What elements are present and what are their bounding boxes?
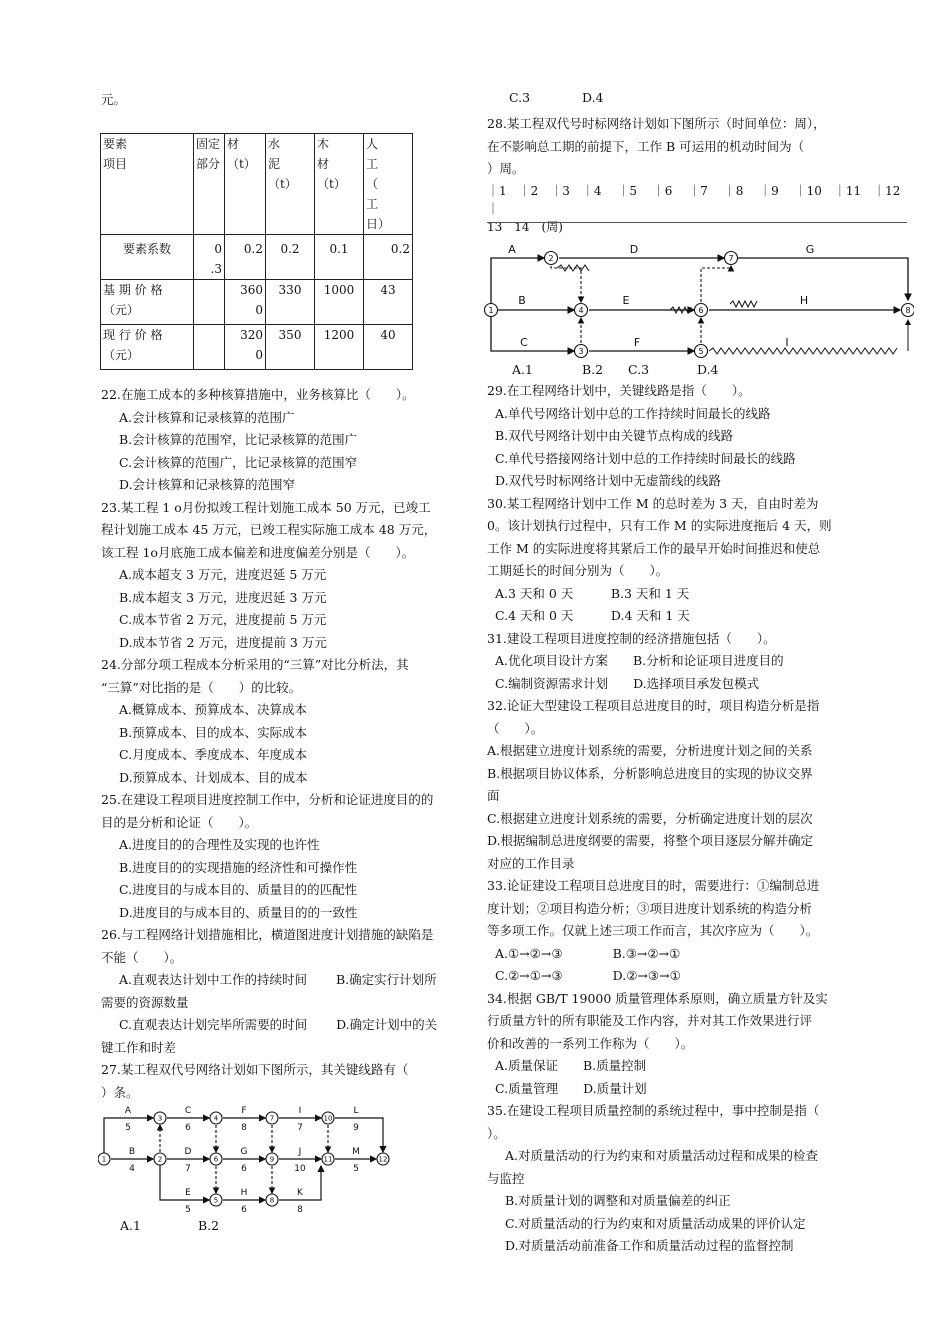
- q33-options: A.①→②→③ B.③→②→①: [495, 945, 681, 961]
- duration-label: 6: [241, 1164, 247, 1174]
- table-cell: 要素系数: [101, 235, 194, 280]
- q23-stem: 程计划施工成本 45 万元，已竣工程实际施工成本 48 万元，: [101, 522, 437, 537]
- q30-stem: 30.某工程网络计划中工作 M 的总时差为 3 天，自由时差为: [487, 495, 819, 511]
- q22-option: B.会计核算的范围窄，比记录核算的范围广: [119, 432, 358, 447]
- q33-stem: 度计划；②项目构造分析；③项目进度计划系统的构造分析: [487, 900, 813, 916]
- duration-label: 9: [353, 1123, 359, 1133]
- q34-stem: 行质量方针的所有职能及工作内容，并对其工作效果进行评: [487, 1013, 813, 1028]
- node-label: 12: [378, 1155, 388, 1164]
- q25-option: A.进度目的的合理性及实现的也许性: [119, 837, 320, 852]
- activity-label: J: [298, 1147, 302, 1157]
- q30-options: A.3 天和 0 天 B.3 天和 1 天: [495, 585, 690, 601]
- q34-stem: 34.根据 GB/T 19000 质量管理体系原则，确立质量方针及实: [487, 990, 828, 1006]
- activity-label: A: [124, 1106, 132, 1116]
- activity-label: A: [508, 243, 516, 256]
- q26-option-line: 键工作和时差: [101, 1039, 177, 1055]
- table-cell: 现 行 价 格 （元）: [101, 325, 194, 370]
- activity-label: D: [184, 1147, 192, 1157]
- activity-label: G: [240, 1147, 248, 1157]
- table-cell: 1200: [315, 325, 364, 370]
- q34-options: C.质量管理 D.质量计划: [495, 1080, 647, 1096]
- activity-label: M: [352, 1147, 360, 1157]
- node-label: 1: [488, 306, 494, 315]
- q22-option: A.会计核算和记录核算的范围广: [119, 409, 295, 425]
- table-cell: 320 0: [225, 325, 266, 370]
- duration-label: 10: [294, 1164, 306, 1174]
- q35-option-line: 与监控: [487, 1170, 525, 1186]
- q28-option: A.1: [512, 362, 533, 377]
- table-cell: 330: [266, 280, 315, 325]
- table-cell: 40: [364, 325, 413, 370]
- q25-option: C.进度目的与成本目的、质量目的的匹配性: [119, 882, 358, 897]
- q28-stem: 在不影响总工期的前提下，工作 B 可运用的机动时间为（: [487, 138, 805, 154]
- q28-option: C.3: [628, 362, 650, 377]
- q24-option: B.预算成本、目的成本、实际成本: [119, 724, 308, 740]
- q32-line: C.根据建立进度计划系统的需要，分析确定进度计划的层次: [487, 810, 813, 826]
- q32-line: 对应的工作目录: [487, 855, 575, 871]
- table-header-cell: 固定 部分: [194, 134, 225, 235]
- q29-option: D.双代号时标网络计划中无虚箭线的线路: [495, 473, 722, 488]
- q24-option: C.月度成本、季度成本、年度成本: [119, 747, 308, 762]
- q26-stem: 不能（ ）。: [101, 949, 183, 965]
- table-cell: 0.2: [364, 235, 413, 280]
- activity-label: H: [799, 294, 809, 307]
- node-label: 8: [905, 306, 911, 315]
- right-questions: [487, 380, 867, 1258]
- table-cell: 0.2: [225, 235, 266, 280]
- time-scale-row: ｜1 ｜2 ｜3 ｜4 ｜5 ｜6 ｜7 ｜8 ｜9 ｜10 ｜11 ｜12 ｜: [487, 184, 913, 216]
- q27-stem: 27.某工程双代号网络计划如下图所示，其关键线路有（: [101, 1062, 409, 1077]
- q29-option: C.单代号搭接网络计划中总的工作持续时间最长的线路: [495, 450, 796, 466]
- q28-timescaled-network: [482, 238, 914, 362]
- activity-label: L: [353, 1106, 359, 1116]
- q32-line: 面: [487, 788, 500, 803]
- node-label: 5: [698, 347, 704, 356]
- q32-line: D.根据编制总进度纲要的需要，将整个项目逐层分解并确定: [487, 833, 814, 848]
- q23-option: A.成本超支 3 万元，进度迟延 5 万元: [119, 567, 327, 582]
- table-cell: 360 0: [225, 280, 266, 325]
- activity-label: C: [184, 1106, 192, 1116]
- q24-stem: “三算”对比指的是（ ）的比较。: [101, 679, 302, 695]
- q24-stem: 24.分部分项工程成本分析采用的“三算”对比分析法，其: [101, 657, 409, 672]
- activity-label: C: [520, 336, 528, 349]
- q33-stem: 33.论证建设工程项目总进度目的时，需要进行：①编制总进: [487, 878, 820, 893]
- q32-line: A.根据建立进度计划系统的需要，分析进度计划之间的关系: [487, 743, 813, 758]
- q30-stem: 0。该计划执行过程中，只有工作 M 的实际进度拖后 4 天，则: [487, 518, 832, 533]
- q35-stem: ）。: [487, 1125, 506, 1141]
- q23-option: C.成本节省 2 万元，进度提前 5 万元: [119, 612, 327, 627]
- q23-option: B.成本超支 3 万元，进度迟延 3 万元: [119, 589, 327, 605]
- q24-option: D.预算成本、计划成本、目的成本: [119, 769, 308, 785]
- q24-option: A.概算成本、预算成本、决算成本: [119, 702, 308, 717]
- q22-option: D.会计核算和记录核算的范围窄: [119, 477, 296, 492]
- duration-label: 8: [241, 1123, 247, 1133]
- node-label: 4: [213, 1114, 219, 1123]
- q27-option-b: B.2: [198, 1218, 220, 1233]
- q25-option: B.进度目的的实现措施的经济性和可操作性: [119, 859, 358, 875]
- q35-option-line: D.对质量活动前准备工作和质量活动过程的监督控制: [505, 1238, 794, 1253]
- activity-label: H: [240, 1188, 248, 1198]
- q27-option-a: A.1: [120, 1218, 141, 1233]
- node-label: 2: [157, 1155, 163, 1164]
- q26-stem: 26.与工程网络计划措施相比，横道图进度计划措施的缺陷是: [101, 927, 434, 942]
- node-label: 5: [213, 1196, 219, 1205]
- duration-label: 5: [353, 1164, 359, 1174]
- q35-stem: 35.在建设工程项目质量控制的系统过程中，事中控制是指（: [487, 1103, 820, 1118]
- q29-option: B.双代号网络计划中由关键节点构成的线路: [495, 428, 734, 443]
- q28-option: B.2: [582, 362, 604, 377]
- q28-stem-block: [487, 113, 867, 181]
- table-cell: 350: [266, 325, 315, 370]
- q28-option: D.4: [697, 362, 719, 377]
- q26-option-line: A.直观表达计划中工作的持续时间 B.确定实行计划所: [119, 972, 437, 987]
- q33-stem: 等多项工作。仅就上述三项工作而言，其次序应为（ ）。: [487, 923, 819, 938]
- duration-label: 7: [297, 1123, 303, 1133]
- duration-label: 5: [125, 1123, 131, 1133]
- table-cell: 0.2: [266, 235, 315, 280]
- q34-options: A.质量保证 B.质量控制: [495, 1058, 647, 1073]
- q30-stem: 工作 M 的实际进度将其紧后工作的最早开始时间推迟和使总: [487, 540, 821, 556]
- element-price-table: [100, 133, 413, 370]
- activity-label: E: [622, 294, 630, 307]
- left-questions: [101, 384, 471, 1104]
- table-header-cell: 木 材 （t）: [315, 134, 364, 235]
- q32-line: 32.论证大型建设工程项目总进度目的时，项目构造分析是指: [487, 698, 820, 713]
- q27-option-d: D.4: [582, 90, 604, 105]
- table-cell: 43: [364, 280, 413, 325]
- q29-stem: 29.在工程网络计划中，关键线路是指（ ）。: [487, 383, 751, 398]
- q31-options: C.编制资源需求计划 D.选择项目承发包模式: [495, 675, 760, 691]
- duration-label: 7: [185, 1164, 191, 1174]
- q29-option: A.单代号网络计划中总的工作持续时间最长的线路: [495, 405, 771, 421]
- duration-label: 8: [297, 1205, 303, 1215]
- activity-label: I: [298, 1106, 302, 1116]
- node-label: 6: [698, 306, 704, 315]
- activity-label: B: [518, 294, 526, 307]
- q31-options: A.优化项目设计方案 B.分析和论证项目进度目的: [495, 653, 784, 668]
- table-cell: 基 期 价 格 （元）: [101, 280, 194, 325]
- activity-label: E: [185, 1188, 191, 1198]
- duration-label: 6: [241, 1205, 247, 1215]
- q30-stem: 工期延长的时间分别为（ ）。: [487, 563, 669, 578]
- duration-label: 6: [185, 1123, 191, 1133]
- node-label: 10: [323, 1114, 333, 1123]
- q32-line: （ ）。: [487, 720, 544, 736]
- activity-label: I: [785, 336, 789, 349]
- q28-stem: 28.某工程双代号时标网络计划如下图所示（时间单位：周），: [487, 116, 826, 131]
- q22-stem: 22.在施工成本的多种核算措施中，业务核算比（ ）。: [101, 387, 415, 402]
- q27-stem: ）条。: [101, 1084, 139, 1100]
- table-cell: 0 .3: [194, 235, 225, 280]
- table-header-cell: 材 （t）: [225, 134, 266, 235]
- q28-stem: ）周。: [487, 161, 525, 176]
- activity-label: K: [297, 1188, 303, 1198]
- table-cell: [194, 325, 225, 370]
- q27-option-c: C.3: [509, 90, 531, 105]
- q31-stem: 31.建设工程项目进度控制的经济措施包括（ ）。: [487, 630, 776, 646]
- activity-label: F: [633, 336, 641, 349]
- activity-label: F: [241, 1106, 247, 1116]
- node-label: 2: [548, 254, 554, 263]
- duration-label: 4: [129, 1164, 135, 1174]
- q26-option-line: 需要的资源数量: [101, 994, 189, 1010]
- table-header-cell: 水 泥 （t）: [266, 134, 315, 235]
- q22-option: C.会计核算的范围广，比记录核算的范围窄: [119, 454, 358, 470]
- node-label: 4: [578, 306, 584, 315]
- table-cell: [194, 280, 225, 325]
- table-cell: 1000: [315, 280, 364, 325]
- q26-option-line: C.直观表达计划完毕所需要的时间 D.确定计划中的关: [119, 1017, 438, 1032]
- q35-option-line: B.对质量计划的调整和对质量偏差的纠正: [505, 1193, 731, 1208]
- q33-options: C.②→①→③ D.②→③→①: [495, 968, 681, 983]
- node-label: 9: [269, 1155, 275, 1164]
- q30-options: C.4 天和 0 天 D.4 天和 1 天: [495, 608, 690, 623]
- q35-option-line: A.对质量活动的行为约束和对质量活动过程和成果的检查: [505, 1148, 819, 1163]
- activity-label: B: [128, 1147, 136, 1157]
- duration-label: 5: [185, 1205, 191, 1215]
- time-scale: [487, 182, 913, 236]
- table-header-cell: 要素 项目: [101, 134, 194, 235]
- q34-stem: 价和改善的一系列工作称为（ ）。: [487, 1035, 694, 1051]
- q23-stem: 该工程 1o月底施工成本偏差和进度偏差分别是（ ）。: [101, 544, 415, 560]
- table-cell: 0.1: [315, 235, 364, 280]
- q23-stem: 23.某工程 1 o月份拟竣工程计划施工成本 50 万元，已竣工: [101, 499, 431, 515]
- node-label: 7: [269, 1114, 275, 1123]
- node-label: 11: [323, 1155, 333, 1164]
- divider-line: [487, 222, 907, 223]
- activity-label: D: [629, 243, 639, 256]
- node-label: 1: [101, 1155, 107, 1164]
- left-top-text: 元。: [101, 92, 127, 107]
- node-label: 3: [578, 347, 584, 356]
- activity-label: G: [805, 243, 815, 256]
- q27-network-diagram: [98, 1100, 398, 1218]
- time-scale-row: 13 14 (周): [487, 220, 563, 234]
- table-header-cell: 人 工 （ 工 日）: [364, 134, 413, 235]
- q35-option-line: C.对质量活动的行为约束和对质量活动成果的评价认定: [505, 1215, 806, 1231]
- node-label: 7: [728, 254, 734, 263]
- q32-line: B.根据项目协议体系，分析影响总进度目的实现的协议交界: [487, 765, 813, 781]
- q25-stem: 25.在建设工程项目进度控制工作中，分析和论证进度目的的: [101, 792, 434, 807]
- q25-stem: 目的是分析和论证（ ）。: [101, 814, 258, 830]
- q25-option: D.进度目的与成本目的、质量目的的一致性: [119, 904, 358, 920]
- node-label: 3: [157, 1114, 163, 1123]
- node-label: 8: [269, 1196, 275, 1205]
- q23-option: D.成本节省 2 万元，进度提前 3 万元: [119, 634, 327, 650]
- node-label: 6: [213, 1155, 219, 1164]
